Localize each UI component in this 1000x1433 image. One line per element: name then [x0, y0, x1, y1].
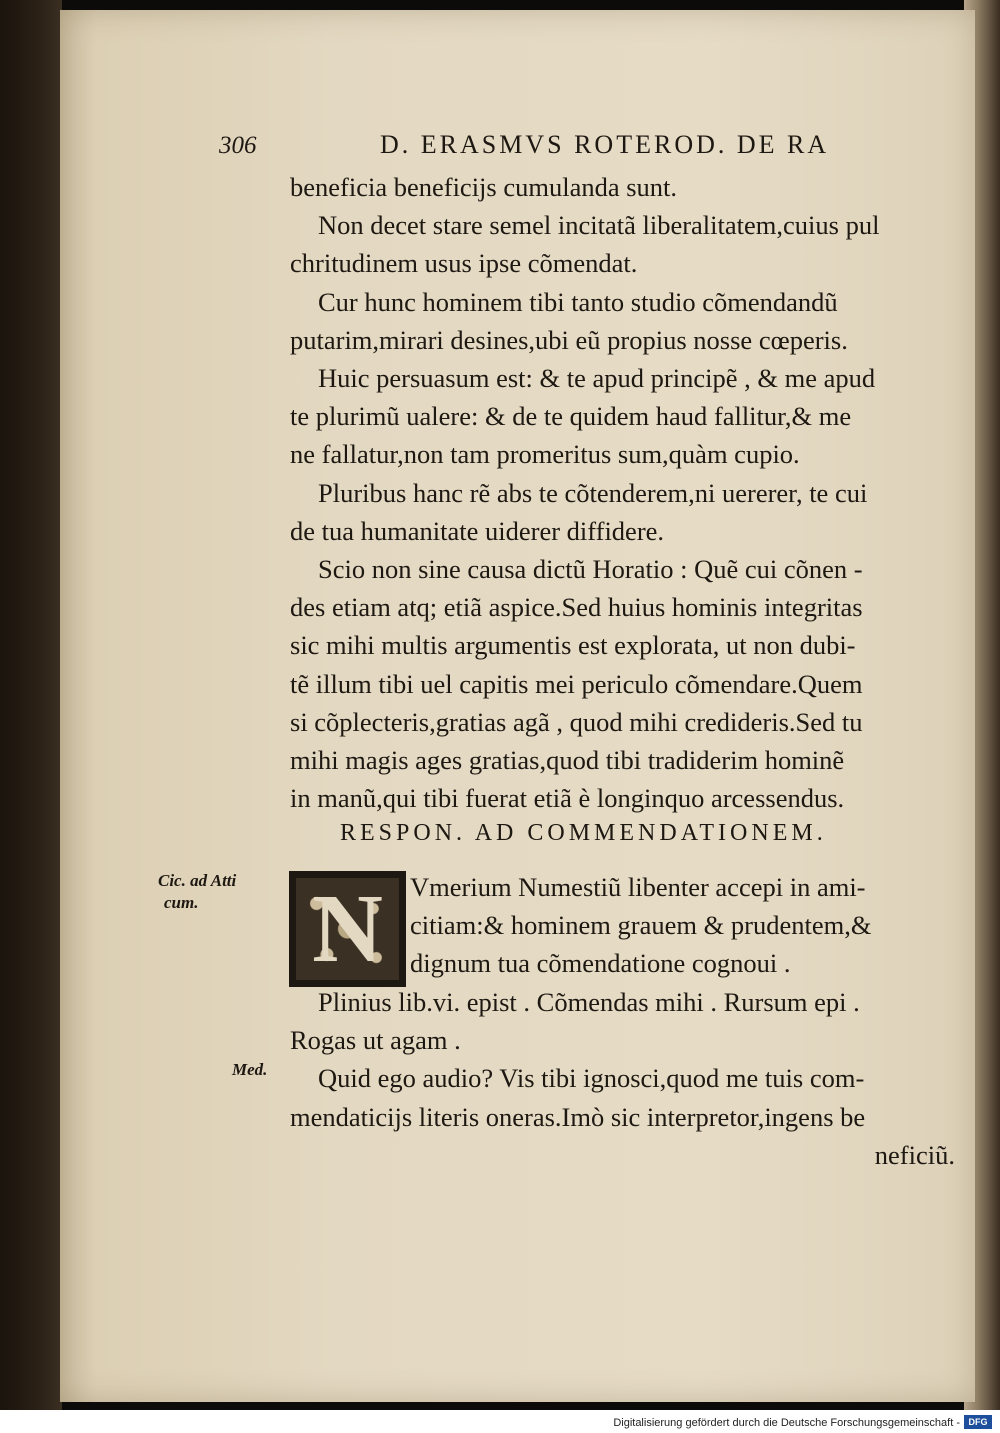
text-line: chritudinem usus ipse cõmendat.	[290, 248, 638, 279]
margin-note-cicero	[158, 870, 236, 914]
body-text	[290, 168, 955, 817]
text-line: neficiũ.	[874, 1139, 955, 1170]
text-line: dignum tua cõmendatione cognoui .	[410, 948, 791, 979]
footer-bar	[0, 1410, 1000, 1433]
margin-note-line: Cic. ad Atti	[158, 871, 237, 890]
text-line: Scio non sine causa dictũ Horatio : Quẽ cui cõnen -	[318, 554, 863, 585]
text-line: ne fallatur,non tam promeritus sum,quàm cupio.	[290, 439, 800, 470]
text-line: Rogas ut agam .	[290, 1025, 461, 1056]
text-line: Vmerium Numestiũ libenter accepi in ami-	[410, 872, 866, 902]
text-line: Pluribus hanc rẽ abs te cõtenderem,ni uererer, te cui	[318, 477, 868, 508]
text-line: beneficia beneficijs cumulanda sunt.	[290, 172, 678, 202]
margin-note-line: cum.	[164, 893, 199, 912]
closing-text	[290, 983, 955, 1174]
dfg-logo-icon: DFG	[964, 1415, 992, 1429]
text-line: sic mihi multis argumentis est explorata, ut non dubi-	[290, 630, 856, 661]
page-number: 306	[219, 132, 257, 159]
text-line: tẽ illum tibi uel capitis mei periculo cõmendare.Quem	[290, 668, 863, 699]
decorated-initial	[289, 871, 406, 987]
text-line: mihi magis ages gratias,quod tibi tradiderim hominẽ	[290, 745, 845, 776]
section-heading: RESPON. AD COMMENDATIONEM.	[340, 820, 827, 846]
margin-note-med: Med.	[232, 1060, 268, 1079]
funding-credit: Digitalisierung gefördert durch die Deutsche Forschungsgemeinschaft -	[613, 1417, 960, 1429]
text-line: te plurimũ ualere: & de te quidem haud fallitur,& me	[290, 401, 852, 432]
text-line: Non decet stare semel incitatã liberalitatem,cuius pul	[318, 210, 880, 241]
text-line: de tua humanitate uiderer diffidere.	[290, 515, 665, 546]
text-line: Huic persuasum est: & te apud principẽ , & me apud	[318, 363, 876, 394]
text-line: in manũ,qui tibi fuerat etiã è longinquo arcessendus.	[290, 783, 845, 814]
running-head: D. ERASMVS ROTEROD. DE RA	[380, 130, 830, 159]
text-line: putarim,mirari desines,ubi eũ propius nosse cœperis.	[290, 324, 848, 355]
initial-paragraph	[410, 868, 965, 983]
text-line: si cõplecteris,gratias agã , quod mihi credideris.Sed tu	[290, 706, 863, 737]
initial-letter: N	[312, 875, 383, 983]
text-line: des etiam atq; etiã aspice.Sed huius hominis integritas	[290, 592, 863, 623]
text-line: mendaticijs literis oneras.Imò sic interpretor,ingens be	[290, 1101, 866, 1132]
book-edge-left	[0, 0, 62, 1410]
text-line: Cur hunc hominem tibi tanto studio cõmendandũ	[318, 286, 838, 317]
text-line: Plinius lib.vi. epist . Cõmendas mihi . Rursum epi .	[318, 987, 860, 1017]
text-line: citiam:& hominem grauem & prudentem,&	[410, 910, 872, 941]
text-line: Quid ego audio? Vis tibi ignosci,quod me tuis com-	[318, 1063, 865, 1094]
